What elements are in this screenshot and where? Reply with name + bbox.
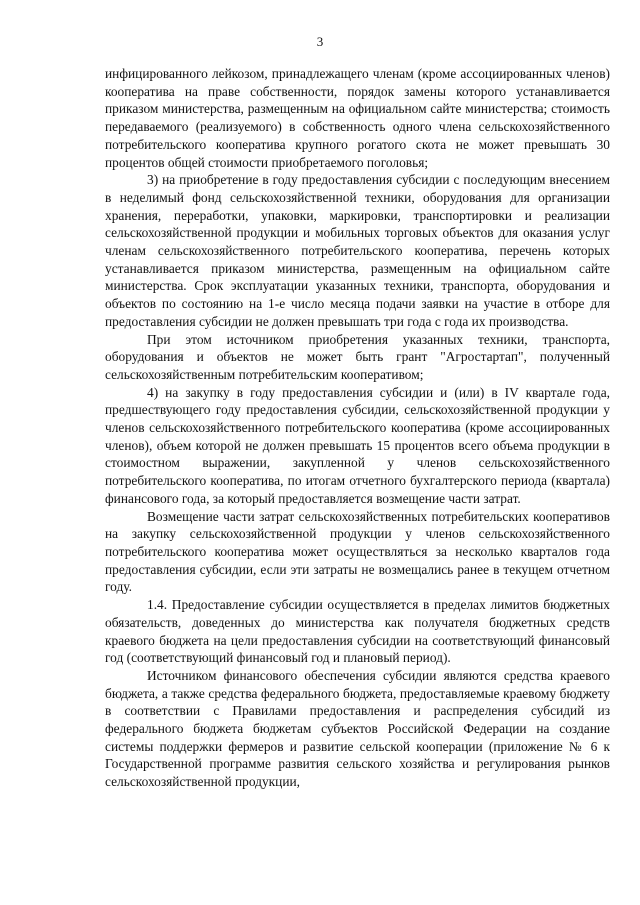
paragraph-funding-source: Источником финансового обеспечения субсидии являются средства краевого бюджета, а также средства федерального бюджета, предоставляемые краевому бюджету в соответствии с Правилами предоставления и распределения субсидий из федерального бюджета бюджетам субъектов Российской Федерации на создание системы поддержки фермеров и развитие сельской кооперации (приложение № 6 к Государственной программе развития сельского хозяйства и регулирования рынков сельскохозяйственной продукции, <box>105 667 610 790</box>
paragraph-source-note: При этом источником приобретения указанных техники, транспорта, оборудования и объектов не может быть грант "Агростартап", полученный сельскохозяйственным потребительским кооперативом; <box>105 331 610 382</box>
page-number: 3 <box>316 34 324 49</box>
body-text <box>105 65 610 791</box>
paragraph-1-4: 1.4. Предоставление субсидии осуществляется в пределах лимитов бюджетных обязательств, доведенных до министерства как получателя бюджетных средств краевого бюджета на цели предоставления субсидии на соответствующий финансовый год (соответствующий финансовый год и плановый период). <box>105 597 610 666</box>
paragraph-continuation: инфицированного лейкозом, принадлежащего членам (кроме ассоциированных членов) кооператива на праве собственности, порядок замены которого устанавливается приказом министерства, размещенным на официальном сайте министерства; стоимость передаваемого (реализуемого) в собственность одного члена сельскохозяйственного потребительского кооператива крупного рогатого скота не может превышать 30 процентов общей стоимости приобретаемого поголовья; <box>105 66 610 170</box>
paragraph-reimbursement: Возмещение части затрат сельскохозяйственных потребительских кооперативов на закупку сельскохозяйственной продукции у членов сельскохозяйственного потребительского кооператива может осуществляться за несколько кварталов года предоставления субсидии, если эти затраты не возмещались ранее в текущем отчетном году. <box>105 508 610 595</box>
paragraph-item-4: 4) на закупку в году предоставления субсидии и (или) в IV квартале года, предшествующего году предоставления субсидии, сельскохозяйственной продукции у членов сельскохозяйственного потребительского кооператива (кроме ассоциированных членов), объем которой не должен превышать 15 процентов всего объема продукции в стоимостном выражении, закупленной у членов сельскохозяйственного потребительского кооператива, по итогам отчетного бухгалтерского периода (квартала) финансового года, за который предоставляется возмещение части затрат. <box>105 384 610 506</box>
paragraph-item-3: 3) на приобретение в году предоставления субсидии с последующим внесением в неделимый фонд сельскохозяйственной техники, оборудования для организации хранения, переработки, упаковки, маркировки, транспортировки и реализации сельскохозяйственной продукции и мобильных торговых объектов для оказания услуг членам сельскохозяйственного потребительского кооператива, перечень которых устанавливается приказом министерства, размещенным на официальном сайте министерства. Срок эксплуатации указанных техники, транспорта, оборудования и объектов по состоянию на 1-е число месяца подачи заявки на участие в отборе для предоставления субсидии не должен превышать три года с года их производства. <box>105 172 610 329</box>
